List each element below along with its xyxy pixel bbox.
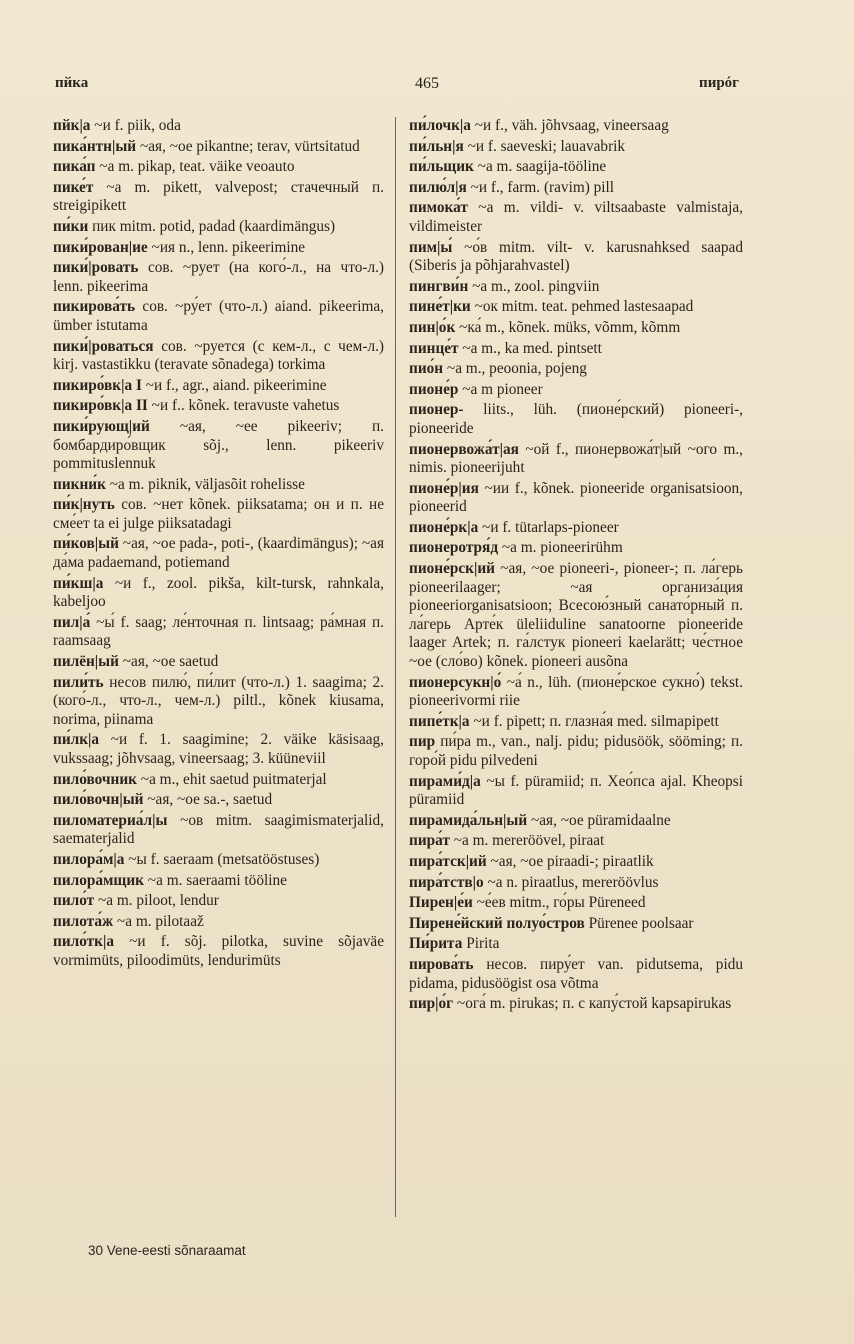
dictionary-entry	[409, 853, 743, 872]
running-head-left: пйка	[55, 75, 89, 91]
entry-definition: ~ой f., пионервожа́т|ый ~ого m., nimis. pioneerijuht	[409, 440, 743, 477]
entry-headword: пионе́р|ия	[409, 479, 479, 497]
entry-definition: ~а n. piraatlus, mereröövlus	[483, 873, 659, 891]
column-divider	[395, 117, 396, 1217]
entry-headword: пин|о́к	[409, 318, 456, 336]
entry-headword: пи́ки	[53, 217, 89, 235]
left-column	[53, 117, 384, 971]
entry-definition: ~а m. mereröövel, piraat	[449, 832, 605, 850]
dictionary-entry	[53, 179, 384, 216]
dictionary-entry	[409, 480, 743, 517]
dictionary-entry	[53, 535, 384, 572]
dictionary-entry	[409, 179, 743, 198]
entry-definition: ~а m. vildi- v. viltsaabaste valmistaja, vildimeister	[409, 199, 743, 235]
dictionary-entry	[409, 360, 743, 379]
entry-definition: ~ы́ f. saag; ле́нточная п. lintsaag; ра́мная п. raamsaag	[53, 613, 384, 650]
entry-definition: ~и f., väh. jõhvsaag, vineersaag	[470, 117, 669, 134]
entry-definition: ~а m. piknik, väljasõit rohelisse	[105, 475, 305, 493]
dictionary-entry	[53, 933, 384, 970]
entry-definition: ~а m. pikett, valvepost; стачечный п. streigipikett	[53, 178, 384, 215]
entry-headword: пи́к|нуть	[53, 496, 115, 514]
entry-definition: ~ая, ~ое pikantne; terav, vürtsitatud	[136, 137, 360, 155]
dictionary-entry	[409, 239, 743, 276]
entry-definition: ~а m. pioneerirühm	[498, 539, 623, 557]
entry-headword: пионер-	[409, 401, 464, 419]
entry-definition: ~а m. pikap, teat. väike veoauto	[95, 158, 295, 176]
entry-headword: пим|ы́	[409, 238, 453, 256]
dictionary-entry	[53, 338, 384, 375]
entry-definition: ~ка́ m., kõnek. müks, võmm, kõmm	[455, 318, 681, 336]
dictionary-entry	[53, 851, 384, 870]
dictionary-entry	[53, 496, 384, 533]
dictionary-entry	[409, 874, 743, 893]
entry-headword: пионеротря́д	[409, 539, 499, 557]
footer-signature: 30 Vene-eesti sõnaraamat	[88, 1243, 246, 1258]
entry-headword: Пирене́йский полуо́стров	[409, 914, 585, 932]
dictionary-entry	[409, 441, 743, 478]
entry-definition: ~и f. saeveski; lauavabrik	[463, 137, 626, 155]
entry-headword: пир	[409, 733, 436, 751]
dictionary-entry	[53, 575, 384, 612]
entry-definition: ~ая, ~ое pada-, poti-, (kaardimängus); ~ая да́ма padaemand, potiemand	[53, 535, 384, 572]
dictionary-entry	[409, 832, 743, 851]
entry-headword: пика́п	[53, 158, 96, 176]
entry-definition: ~ок mitm. teat. pehmed lastesaapad	[470, 298, 694, 316]
entry-headword: Пирен|е́и	[409, 894, 473, 912]
dictionary-entry	[53, 913, 384, 932]
entry-definition: ~ии f., kõnek. pioneeride organisatsioon, pioneerid	[409, 479, 743, 516]
dictionary-entry	[409, 812, 743, 831]
entry-definition: ~и f. tütarlaps-pioneer	[478, 518, 619, 536]
entry-definition: ~а m., ehit saetud puitmaterjal	[136, 770, 327, 788]
dictionary-entry	[53, 259, 384, 296]
right-column	[409, 117, 743, 1014]
entry-definition: ~и f. 1. saagimine; 2. väike käsisaag, vukssaag; jõhvsaag, vineersaag; 3. küüneviil	[53, 731, 384, 767]
dictionary-entry	[53, 771, 384, 790]
entry-headword: пирамида́льн|ый	[409, 811, 528, 829]
entry-headword: пикиро́вк|а II	[53, 397, 148, 415]
entry-definition: ~и f., farm. (ravim) pill	[466, 178, 615, 196]
dictionary-entry	[53, 298, 384, 335]
entry-headword: пилота́ж	[53, 912, 114, 930]
entry-headword: пило́т	[53, 892, 95, 910]
entry-definition: ~и f. sõj. pilotka, suvine sõjaväe vormimüts, piloodimüts, lendurimüts	[53, 933, 384, 969]
entry-definition: ~ая, ~ое piraadi-; piraatlik	[486, 852, 654, 870]
entry-headword: пики́рующ|ий	[53, 417, 150, 435]
entry-definition: пик mitm. potid, padad (kaardimängus)	[88, 217, 336, 235]
dictionary-entry	[409, 158, 743, 177]
entry-definition: пи́ра m., van., nalj. pidu; pidusöök, söömіng; п. горо́й pidu pilvedeni	[409, 733, 743, 769]
entry-definition: ~а́ n., lüh. (пионе́рское сукно́) tekst. pioneerivormi riie	[409, 673, 743, 710]
entry-definition: ~а m. saeraami tööline	[143, 871, 287, 889]
entry-definition: ~ы f. püramiid; п. Хео́пса ajal. Kheopsi püramiid	[409, 772, 743, 809]
dictionary-entry	[409, 995, 743, 1014]
entry-headword: пикиро́вк|а I	[53, 376, 142, 394]
entry-definition: ~ая, ~ое sa.-, saetud	[143, 791, 273, 809]
entry-definition: ~а m., zool. pingviin	[468, 277, 600, 295]
entry-headword: пике́т	[53, 178, 94, 196]
running-head-right: пирóг	[699, 75, 739, 91]
entry-definition: ~е́ев mitm., го́ры Püreneed	[472, 894, 646, 912]
entry-headword: пира́тств|о	[409, 873, 484, 891]
dictionary-entry	[409, 733, 743, 770]
dictionary-entry	[409, 674, 743, 711]
entry-headword: пики́|роваться	[53, 337, 154, 355]
dictionary-entry	[53, 239, 384, 258]
entry-headword: пилён|ый	[53, 653, 119, 671]
entry-definition: несов пилю́, пи́лит (что-л.) 1. saagima; 2. (кого́-л., что-л., чем-л.) piltl., kõnek kiusama, norima, piinama	[53, 673, 384, 728]
entry-definition: ~о́в mitm. vilt- v. karusnahksed saapad (Siberis ja põhjarahvastel)	[409, 238, 743, 275]
dictionary-entry	[53, 791, 384, 810]
entry-definition: сов. ~ру́ет (что-л.) aiand. pikeerima, ümber istutama	[53, 298, 384, 334]
entry-headword: пионе́рск|ий	[409, 560, 495, 578]
dictionary-entry	[409, 401, 743, 438]
page-number: 465	[415, 75, 439, 92]
entry-definition: ~и f., zool. pikša, kilt-tursk, rahnkala, kabeljoo	[53, 574, 384, 611]
entry-definition: ~ая, ~ое püramidaalne	[527, 811, 671, 829]
dictionary-entry	[409, 560, 743, 672]
entry-headword: пиломатериа́л|ы	[53, 811, 168, 829]
entry-definition: ~а m. piloot, lendur	[94, 892, 219, 910]
entry-definition: ~а m pioneer	[458, 380, 543, 398]
entry-headword: пи́кш|а	[53, 574, 104, 592]
entry-definition: ~и f. piik, oda	[90, 117, 181, 134]
entry-definition: ~ая, ~ое saetud	[118, 653, 219, 671]
dictionary-entry	[409, 894, 743, 913]
entry-headword: пира́т	[409, 832, 450, 850]
entry-headword: пикни́к	[53, 475, 106, 493]
entry-definition: liits., lüh. (пионе́рский) pioneeri-, pioneeride	[409, 401, 743, 437]
entry-definition: сов. ~нет kõnek. piiksatama; он и п. не сме́ет ta ei julge piiksatadagi	[53, 496, 384, 532]
entry-definition: ~а m., ka med. pintsett	[458, 339, 602, 357]
entry-headword: пионе́рк|а	[409, 518, 479, 536]
entry-headword: пи́льщик	[409, 158, 474, 176]
entry-headword: пйк|а	[53, 117, 91, 134]
dictionary-entry	[409, 138, 743, 157]
dictionary-entry	[409, 117, 743, 136]
entry-definition: ~и f.. kõnek. teravuste vahetus	[147, 397, 340, 415]
dictionary-entry	[53, 892, 384, 911]
entry-headword: пи́лочк|а	[409, 117, 471, 134]
entry-headword: пили́ть	[53, 673, 104, 691]
dictionary-entry	[409, 199, 743, 236]
dictionary-entry	[409, 956, 743, 993]
entry-definition: ~ая, ~ое pioneeri-, pioneer-; п. ла́герь pioneerilaager; ~ая организа́ция pioneeriorganisatsioon; Всесою́зный санато́рный п. ла́герь Арте́к üleliiduline sanatoorne pioneeride laager Artek; п. га́лстук pioneeri kaelarätt; че́стное ~ое (сло́во) kõnek. pioneeri ausõna	[409, 560, 743, 671]
dictionary-entry	[53, 158, 384, 177]
dictionary-entry	[53, 138, 384, 157]
dictionary-entry	[53, 731, 384, 768]
dictionary-entry	[409, 539, 743, 558]
entry-definition: ~ия n., lenn. pikeerimine	[147, 238, 306, 256]
entry-headword: пило́тк|а	[53, 933, 115, 951]
entry-headword: пимока́т	[409, 199, 468, 217]
entry-definition: ~и f. pipett; п. глазна́я med. silmapipett	[469, 712, 719, 730]
entry-headword: пи́льн|я	[409, 137, 464, 155]
entry-definition: ~ов mitm. saagimismaterjalid, saematerjalid	[53, 811, 384, 848]
entry-definition: ~а m., peoonia, pojeng	[443, 360, 587, 378]
entry-headword: пионе́р	[409, 380, 459, 398]
entry-headword: пира́тск|ий	[409, 852, 487, 870]
entry-definition: ~ы f. saeraam (metsatööstuses)	[124, 850, 320, 868]
entry-definition: ~и f., agr., aiand. pikeerimine	[141, 376, 327, 394]
dictionary-entry	[409, 935, 743, 954]
entry-definition: ~а m. saagija-tööline	[473, 158, 607, 176]
dictionary-entry	[409, 298, 743, 317]
entry-definition: несов. пиру́ет van. pidutsema, pidu pidama, pidusöögist osa võtma	[409, 955, 743, 992]
entry-headword: Пи́рита	[409, 935, 463, 953]
entry-definition: Pirita	[462, 935, 500, 953]
dictionary-entry	[409, 915, 743, 934]
entry-headword: пики́|ровать	[53, 259, 139, 277]
entry-headword: пирова́ть	[409, 955, 474, 973]
dictionary-entry	[409, 319, 743, 338]
entry-headword: пир|о́г	[409, 995, 454, 1013]
entry-definition: Pürenee poolsaar	[584, 914, 694, 932]
entry-definition: ~а m. pilotaaž	[113, 912, 204, 930]
entry-headword: пил|а́	[53, 613, 91, 631]
entry-headword: пио́н	[409, 360, 444, 378]
entry-definition: ~ога́ m. pirukas; п. с капу́стой kapsapirukas	[453, 995, 732, 1013]
dictionary-entry	[53, 377, 384, 396]
entry-headword: пипе́тк|а	[409, 712, 470, 730]
dictionary-entry	[409, 340, 743, 359]
entry-headword: пилора́м|а	[53, 850, 125, 868]
entry-headword: пики́рован|ие	[53, 238, 148, 256]
entry-headword: пика́нтн|ый	[53, 137, 137, 155]
dictionary-entry	[53, 218, 384, 237]
dictionary-entry	[409, 278, 743, 297]
dictionary-entry	[53, 397, 384, 416]
entry-headword: пило́вочник	[53, 770, 137, 788]
entry-headword: пило́вочн|ый	[53, 791, 144, 809]
entry-headword: пи́ков|ый	[53, 535, 119, 553]
dictionary-entry	[409, 713, 743, 732]
entry-headword: пирами́д|а	[409, 772, 481, 790]
entry-headword: пионервожа́т|ая	[409, 440, 519, 458]
dictionary-entry	[53, 614, 384, 651]
entry-headword: пи́лк|а	[53, 731, 100, 749]
entry-definition: ~ая, ~ее pikeeriv; п. бомбардиро́вщик sõj., lenn. pikeeriv pommituslennuk	[53, 417, 384, 473]
entry-headword: пионерсукн|о́	[409, 673, 502, 691]
dictionary-entry	[409, 519, 743, 538]
entry-headword: пинце́т	[409, 339, 459, 357]
dictionary-entry	[53, 117, 384, 136]
entry-headword: пине́т|ки	[409, 298, 471, 316]
dictionary-entry	[409, 773, 743, 810]
entry-headword: пилю́л|я	[409, 178, 467, 196]
entry-headword: пилора́мщик	[53, 871, 144, 889]
entry-definition: сов. ~рует (на кого́-л., на что-л.) lenn. pikeerima	[53, 259, 384, 295]
dictionary-entry	[53, 653, 384, 672]
dictionary-entry	[53, 476, 384, 495]
dictionary-entry	[409, 381, 743, 400]
dictionary-entry	[53, 674, 384, 730]
entry-headword: пингви́н	[409, 277, 469, 295]
dictionary-entry	[53, 872, 384, 891]
dictionary-entry	[53, 418, 384, 474]
entry-headword: пикирова́ть	[53, 298, 136, 316]
entry-definition: сов. ~руется (с кем-л., с чем-л.) kirj. vastastikku (teravate sõnadega) torkima	[53, 337, 384, 374]
dictionary-entry	[53, 812, 384, 849]
